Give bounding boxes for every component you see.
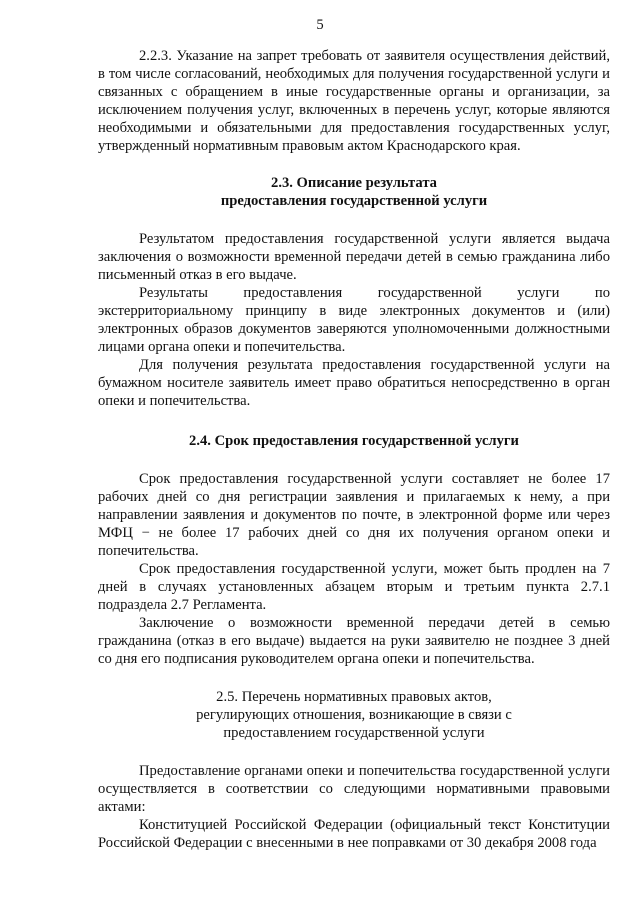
page-content [98, 47, 610, 852]
paragraph-2-2-3: 2.2.3. Указание на запрет требовать от заявителя осуществления действий, в том числе согласований, необходимых для получения государственной услуги и связанных с обращением в иные государственные органы и организации, за исключением получения услуг, включенных в перечень услуг, которые являются необходимыми и обязательными для предоставления государственных услуг, утвержденный нормативным правовым актом Краснодарского края. [98, 48, 610, 154]
section-2-4-paragraph-3: Заключение о возможности временной передачи детей в семью гражданина (отказ в его выдаче) выдается на руки заявителю не позднее 3 дней со дня его подписания руководителем органа опеки и попечительства. [98, 615, 610, 667]
section-2-5-title-line2: регулирующих отношения, возникающие в связи с [196, 707, 512, 723]
section-2-5-title-line3: предоставлением государственной услуги [223, 725, 485, 741]
section-2-3-paragraph-1: Результатом предоставления государственной услуги является выдача заключения о возможности временной передачи детей в семью гражданина либо письменный отказ в его выдаче. [98, 231, 610, 283]
section-2-4-title: 2.4. Срок предоставления государственной услуги [189, 433, 519, 449]
section-2-5-paragraph-2: Конституцией Российской Федерации (официальный текст Конституции Российской Федерации с внесенными в нее поправками от 30 декабря 2008 года [98, 817, 610, 851]
section-2-3-title-line1: 2.3. Описание результата [271, 175, 437, 191]
section-2-3-paragraph-3: Для получения результата предоставления государственной услуги на бумажном носителе заявитель имеет право обратиться непосредственно в орган опеки и попечительства. [98, 357, 610, 409]
section-2-5-title-line1: 2.5. Перечень нормативных правовых актов, [216, 689, 492, 705]
section-2-4-paragraph-1: Срок предоставления государственной услуги составляет не более 17 рабочих дней со дня регистрации заявления и прилагаемых к нему, а при направлении заявления и документов по почте, в электронной форме или через МФЦ − не более 17 рабочих дней со дня их получения органом опеки и попечительства. [98, 471, 610, 559]
section-2-3-title-line2: предоставления государственной услуги [220, 193, 488, 209]
section-2-3-paragraph-2: Результаты предоставления государственной услуги по экстерриториальному принципу в виде электронных документов и (или) электронных образов документов заверяются уполномоченными должностными лицами органа опеки и попечительства. [98, 285, 610, 355]
section-2-5-paragraph-1: Предоставление органами опеки и попечительства государственной услуги осуществляется в соответствии со следующими нормативными правовыми актами: [98, 763, 610, 815]
page-number: 5 [316, 17, 324, 33]
section-2-4-paragraph-2: Срок предоставления государственной услуги, может быть продлен на 7 дней в случаях установленных абзацем вторым и третьим пункта 2.7.1 подраздела 2.7 Регламента. [98, 561, 610, 613]
